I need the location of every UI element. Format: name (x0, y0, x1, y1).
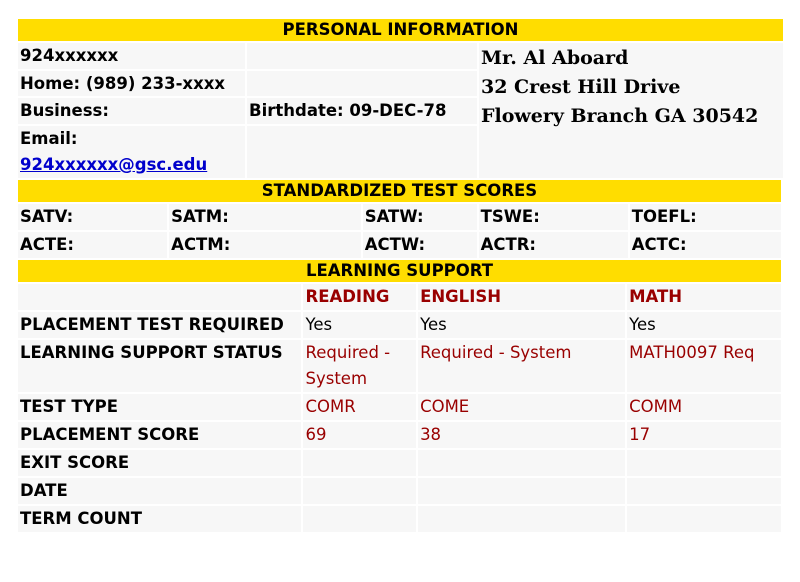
table-row (18, 312, 781, 338)
personal-info-table (16, 17, 785, 180)
math-value (627, 450, 781, 476)
home-phone: Home: (989) 233-xxxx (18, 71, 245, 96)
email-link[interactable]: 924xxxxxx@gsc.edu (20, 155, 208, 174)
math-value: MATH0097 Req (627, 340, 781, 392)
english-value (418, 506, 625, 532)
column-english: ENGLISH (418, 284, 625, 310)
english-value (418, 450, 625, 476)
reading-value: Yes (303, 312, 416, 338)
table-row (18, 478, 781, 504)
math-value: 17 (627, 422, 781, 448)
reading-value: COMR (303, 394, 416, 420)
blank-cell (247, 126, 477, 178)
actc-label: ACTC: (630, 232, 781, 258)
table-row (18, 340, 781, 392)
acte-label: ACTE: (18, 232, 167, 258)
math-value: COMM (627, 394, 781, 420)
english-value: Required - System (418, 340, 625, 392)
test-scores-table (16, 178, 783, 260)
satw-label: SATW: (363, 204, 477, 230)
email-cell (18, 126, 245, 178)
actr-label: ACTR: (479, 232, 628, 258)
tswe-label: TSWE: (479, 204, 628, 230)
table-row (18, 506, 781, 532)
actw-label: ACTW: (363, 232, 477, 258)
table-row (18, 450, 781, 476)
row-label: DATE (18, 478, 301, 504)
math-value (627, 478, 781, 504)
row-label: LEARNING SUPPORT STATUS (18, 340, 301, 392)
address-name: Mr. Al Aboard (481, 47, 629, 69)
english-value (418, 478, 625, 504)
address-street: 32 Crest Hill Drive (481, 76, 681, 98)
business-label: Business: (18, 98, 245, 124)
actm-label: ACTM: (169, 232, 361, 258)
reading-value: Required - System (303, 340, 416, 392)
row-label: PLACEMENT SCORE (18, 422, 301, 448)
birthdate: Birthdate: 09-DEC-78 (247, 98, 477, 124)
learning-support-heading: LEARNING SUPPORT (18, 260, 781, 282)
english-value: COME (418, 394, 625, 420)
math-value (627, 506, 781, 532)
address-city: Flowery Branch GA 30542 (481, 105, 759, 127)
email-label: Email: (20, 129, 78, 148)
reading-value (303, 478, 416, 504)
blank-cell (247, 71, 477, 96)
reading-value: 69 (303, 422, 416, 448)
satm-label: SATM: (169, 204, 361, 230)
satv-label: SATV: (18, 204, 167, 230)
row-label: TEST TYPE (18, 394, 301, 420)
row-label: PLACEMENT TEST REQUIRED (18, 312, 301, 338)
row-label: EXIT SCORE (18, 450, 301, 476)
reading-value (303, 506, 416, 532)
mailing-address (479, 43, 783, 178)
column-math: MATH (627, 284, 781, 310)
row-label: TERM COUNT (18, 506, 301, 532)
student-id: 924xxxxxx (18, 43, 245, 69)
blank-cell (247, 43, 477, 69)
personal-info-heading: PERSONAL INFORMATION (18, 19, 783, 41)
english-value: Yes (418, 312, 625, 338)
table-row (18, 422, 781, 448)
blank-cell (18, 284, 301, 310)
english-value: 38 (418, 422, 625, 448)
toefl-label: TOEFL: (630, 204, 781, 230)
column-reading: READING (303, 284, 416, 310)
reading-value (303, 450, 416, 476)
student-record (16, 17, 783, 534)
math-value: Yes (627, 312, 781, 338)
learning-support-table (16, 258, 783, 534)
test-scores-heading: STANDARDIZED TEST SCORES (18, 180, 781, 202)
table-row (18, 394, 781, 420)
